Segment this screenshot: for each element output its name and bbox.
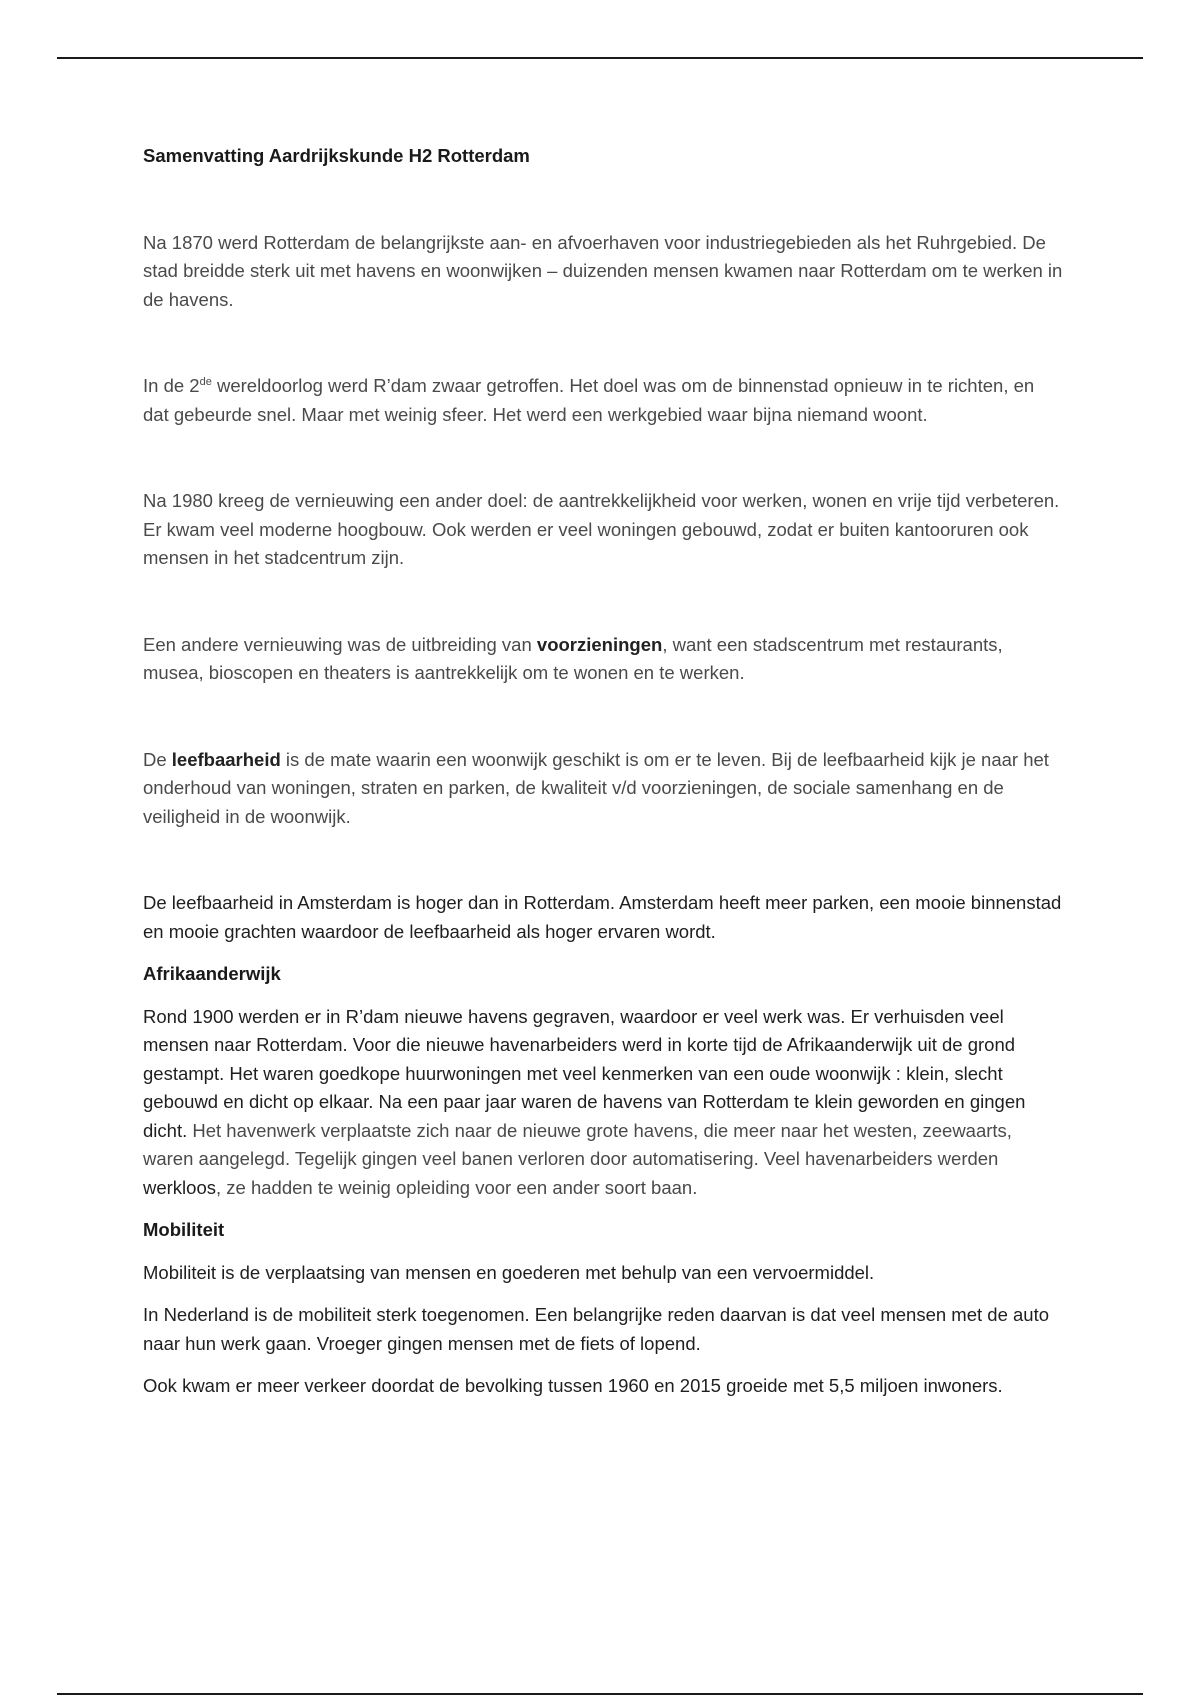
p4-pre: Een andere vernieuwing was de uitbreiding van [143,633,537,655]
p5-post: is de mate waarin een woonwijk geschikt is om er te leven. Bij de leefbaarheid kijk je naar het onderhoud van woningen, straten en parken, de kwaliteit v/d voorzieningen, de sociale samenhang en de veiligheid in de woonwijk. [143,748,1049,827]
document-body [143,142,1063,1401]
p2-post: wereldoorlog werd R’dam zwaar getroffen. Het doel was om de binnenstad opnieuw in te richten, en dat gebeurde snel. Maar met weinig sfeer. Het werd een werkgebied waar bijna niemand woont. [143,375,1035,425]
top-rule [57,57,1143,59]
term-leefbaarheid: leefbaarheid [171,748,281,770]
paragraph-ww2 [143,372,1063,429]
p5-pre: De [143,748,172,770]
p7-dark: Rond 1900 werden er in R’dam nieuwe havens gegraven, waardoor er veel werk was. Er verhuisden veel mensen naar Rotterdam. Voor die nieuwe havenarbeiders werd in korte tijd de Afrikaanderwijk uit de grond gestampt. Het waren goedkope huurwoningen met veel kenmerken van een oude woonwijk : klein, slecht gebouwd en dicht op elkaar. Na een paar jaar waren de havens van Rotterdam te klein geworden en gingen dicht. [143,1005,1026,1141]
p7-gray: Het havenwerk verplaatste zich naar de nieuwe grote havens, die meer naar het westen, zeewaarts, waren aangelegd. Tegelijk gingen veel banen verloren door automatisering. Veel havenarbeiders werden [143,1119,1012,1169]
p2-superscript: de [199,375,212,388]
heading-mobiliteit: Mobiliteit [143,1219,225,1240]
paragraph-afrikaanderwijk [143,1003,1063,1203]
paragraph-amsterdam: De leefbaarheid in Amsterdam is hoger dan in Rotterdam. Amsterdam heeft meer parken, een mooie binnenstad en mooie grachten waardoor de leefbaarheid als hoger ervaren wordt. [143,892,1062,942]
paragraph-bevolking: Ook kwam er meer verkeer doordat de bevolking tussen 1960 en 2015 groeide met 5,5 miljoen inwoners. [143,1375,1003,1396]
p4-post: , want een stadscentrum met restaurants, musea, bioscopen en theaters is aantrekkelijk om te wonen en te werken. [143,633,1003,683]
paragraph-leefbaarheid [143,746,1063,832]
p2-pre: In de 2 [143,375,200,396]
paragraph-1980: Na 1980 kreeg de vernieuwing een ander doel: de aantrekkelijkheid voor werken, wonen en vrije tijd verbeteren. Er kwam veel moderne hoogbouw. Ook werden er veel woningen gebouwd, zodat er buiten kantooruren ook mensen in het stadcentrum zijn. [143,490,1060,568]
paragraph-1870: Na 1870 werd Rotterdam de belangrijkste aan- en afvoerhaven voor industriegebieden als het Ruhrgebied. De stad breidde sterk uit met havens en woonwijken – duizenden mensen kwamen naar Rotterdam om te werken in de havens. [143,231,1063,310]
document-title: Samenvatting Aardrijkskunde H2 Rotterdam [143,145,530,166]
paragraph-mobiliteit-def: Mobiliteit is de verplaatsing van mensen en goederen met behulp van een vervoermiddel. [143,1261,875,1283]
bottom-rule [57,1693,1143,1695]
paragraph-voorzieningen [143,631,1063,688]
paragraph-mobiliteit-nl: In Nederland is de mobiliteit sterk toegenomen. Een belangrijke reden daarvan is dat veel mensen met de auto naar hun werk gaan. Vroeger gingen mensen met de fiets of lopend. [143,1304,1050,1354]
word-werkloos: werkloos [143,1176,216,1198]
p7-tail: , ze hadden te weinig opleiding voor een ander soort baan. [216,1176,698,1198]
term-voorzieningen: voorzieningen [536,633,663,655]
heading-afrikaanderwijk: Afrikaanderwijk [143,963,281,984]
